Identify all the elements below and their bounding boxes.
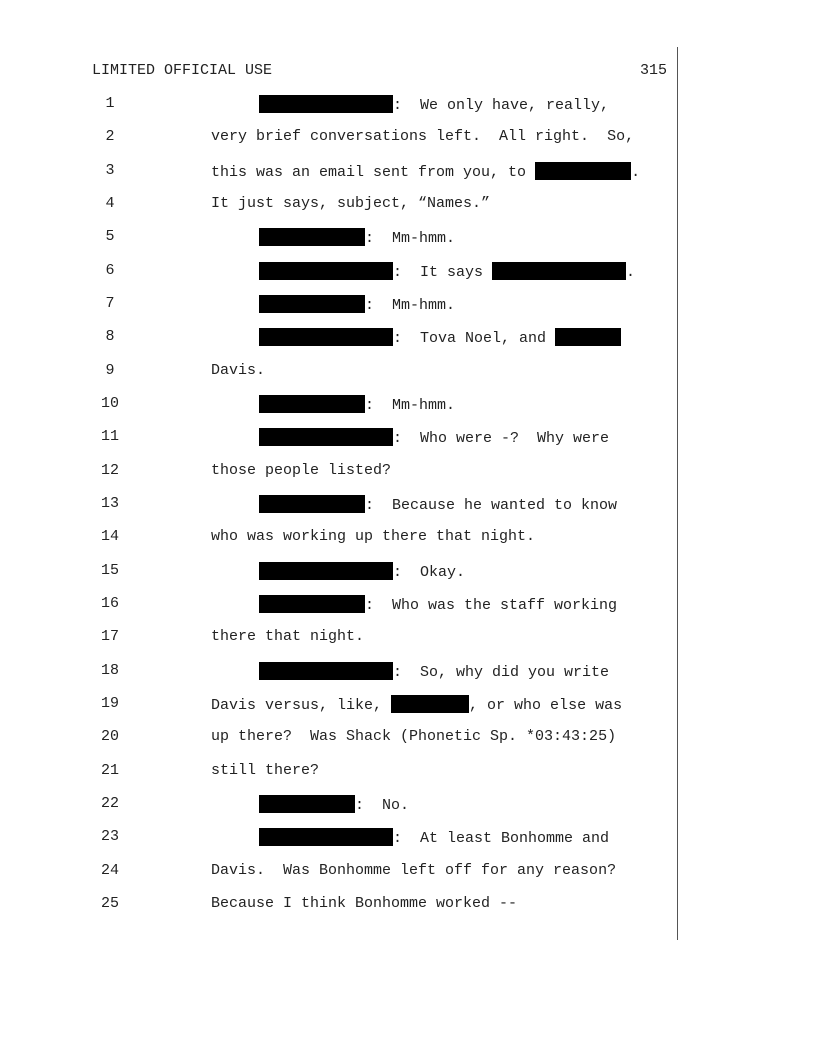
line-text xyxy=(211,528,535,545)
line-number: 4 xyxy=(105,195,115,212)
redaction-box xyxy=(259,562,393,580)
line-text xyxy=(259,662,609,681)
line-number: 9 xyxy=(105,362,115,379)
line-text xyxy=(259,495,617,514)
line-text-tail: , or who else was xyxy=(469,697,623,714)
line-number: 23 xyxy=(100,828,119,845)
line-text-content: Davis versus, like, xyxy=(211,697,383,714)
line-text-content: there that night. xyxy=(211,628,365,645)
line-text-content: this was an email sent from you, to xyxy=(211,164,527,181)
line-number: 2 xyxy=(105,128,115,145)
line-text-content: Davis. xyxy=(211,362,266,379)
line-text-content: : We only have, really, xyxy=(393,97,610,114)
line-number: 3 xyxy=(105,162,115,179)
line-text xyxy=(259,95,609,114)
line-text xyxy=(259,562,465,581)
line-number: 20 xyxy=(100,728,119,745)
line-text xyxy=(211,762,319,779)
line-number: 7 xyxy=(105,295,115,312)
line-text-content: Because I think Bonhomme worked -- xyxy=(211,895,518,912)
line-text-content: : No. xyxy=(355,797,410,814)
line-number: 22 xyxy=(100,795,119,812)
line-number: 19 xyxy=(100,695,119,712)
line-text xyxy=(211,195,490,212)
line-text-content: : Mm-hmm. xyxy=(365,230,456,247)
line-text-content: : Tova Noel, and xyxy=(393,330,547,347)
line-text xyxy=(259,428,609,447)
line-number: 16 xyxy=(100,595,119,612)
redaction-box xyxy=(259,295,365,313)
line-text-content: : It says xyxy=(393,264,484,281)
redaction-box xyxy=(259,228,365,246)
line-text xyxy=(211,695,622,714)
redaction-box xyxy=(259,662,393,680)
line-text xyxy=(259,395,455,414)
redaction-box xyxy=(259,828,393,846)
redaction-box xyxy=(259,395,365,413)
line-text xyxy=(211,162,640,181)
line-text xyxy=(259,228,455,247)
line-number: 13 xyxy=(100,495,119,512)
line-number: 14 xyxy=(100,528,119,545)
line-text-tail: . xyxy=(631,164,641,181)
line-number: 15 xyxy=(100,562,119,579)
line-text xyxy=(259,328,621,347)
line-text-content: Davis. Was Bonhomme left off for any reason? xyxy=(211,862,617,879)
line-text xyxy=(211,728,616,745)
redaction-box xyxy=(259,595,365,613)
line-number: 18 xyxy=(100,662,119,679)
line-number: 8 xyxy=(105,328,115,345)
line-text xyxy=(211,862,616,879)
line-text-content: : Mm-hmm. xyxy=(365,297,456,314)
redaction-box xyxy=(259,95,393,113)
line-number: 10 xyxy=(100,395,119,412)
redaction-box xyxy=(492,262,626,280)
line-text xyxy=(259,795,409,814)
classification-header: LIMITED OFFICIAL USE xyxy=(92,62,273,79)
line-number: 5 xyxy=(105,228,115,245)
redaction-box xyxy=(259,795,355,813)
line-text-content: It just says, subject, “Names.” xyxy=(211,195,491,212)
line-text-content: : Who were -? Why were xyxy=(393,430,610,447)
line-text-content: : At least Bonhomme and xyxy=(393,830,610,847)
line-text-content: : Because he wanted to know xyxy=(365,497,618,514)
line-text xyxy=(211,895,517,912)
line-number: 11 xyxy=(100,428,119,445)
line-text xyxy=(211,362,265,379)
line-text-content: who was working up there that night. xyxy=(211,528,536,545)
line-text-content: : So, why did you write xyxy=(393,664,610,681)
line-number: 21 xyxy=(100,762,119,779)
redaction-box xyxy=(259,428,393,446)
line-text-content: those people listed? xyxy=(211,462,392,479)
line-text-content: : Mm-hmm. xyxy=(365,397,456,414)
line-text xyxy=(211,462,391,479)
line-number: 12 xyxy=(100,462,119,479)
redaction-box xyxy=(535,162,631,180)
redaction-box xyxy=(555,328,621,346)
line-text-content: still there? xyxy=(211,762,320,779)
line-number: 25 xyxy=(100,895,119,912)
redaction-box xyxy=(259,495,365,513)
page-number: 315 xyxy=(640,62,668,79)
margin-rule xyxy=(677,47,678,940)
line-text-content: : Who was the staff working xyxy=(365,597,618,614)
line-number: 17 xyxy=(100,628,119,645)
line-text xyxy=(259,262,635,281)
line-number: 6 xyxy=(105,262,115,279)
redaction-box xyxy=(259,262,393,280)
line-text-tail: . xyxy=(626,264,636,281)
redaction-box xyxy=(391,695,469,713)
line-text xyxy=(211,128,634,145)
line-text xyxy=(259,828,609,847)
line-text-content: very brief conversations left. All right. So, xyxy=(211,128,635,145)
line-text xyxy=(259,595,617,614)
redaction-box xyxy=(259,328,393,346)
line-text xyxy=(259,295,455,314)
line-text-content: : Okay. xyxy=(393,564,466,581)
line-number: 24 xyxy=(100,862,119,879)
line-text-content: up there? Was Shack (Phonetic Sp. *03:43:25) xyxy=(211,728,617,745)
line-text xyxy=(211,628,364,645)
line-number: 1 xyxy=(105,95,115,112)
